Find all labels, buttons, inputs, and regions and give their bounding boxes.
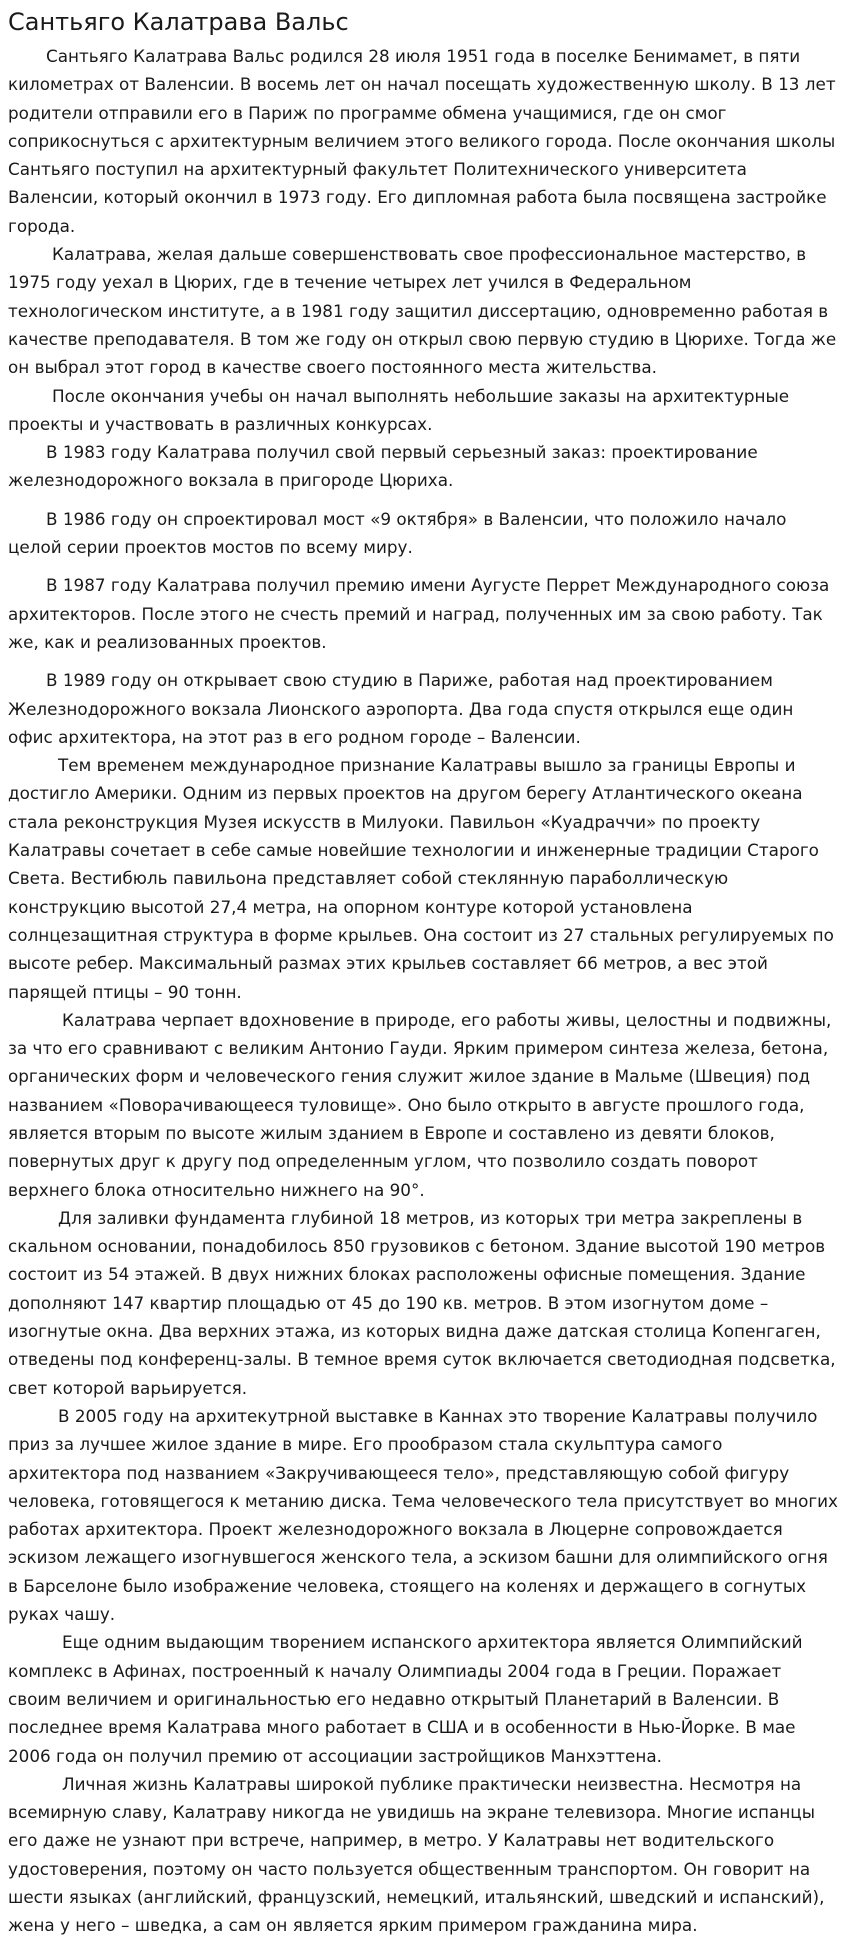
paragraph-1987: В 1987 году Калатрава получил премию имени Аугусте Перрет Международного союза архитекторов. После этого не счесть премий и наград, полученных им за свою работу. Так же, как и реализованных проектов. [8,575,830,652]
article-title: Сантьяго Калатрава Вальс [8,8,349,36]
paragraph-1989: В 1989 году он открывает свою студию в Париже, работая над проектированием Железнодорожного вокзала Лионского аэропорта. Два года спустя открылся еще один офис архитектора, на этот раз в его родном городе – Валенсии. [8,670,794,747]
paragraph-birth: Сантьяго Калатрава Вальс родился 28 июля 1951 года в поселке Бенимамет, в пяти километрах от Валенсии. В восемь лет он начал посещать художественную школу. В 13 лет родители отправили его в Париж по программе обмена учащимися, где он смог соприкоснуться с архитектурным величием этого великого города. После окончания школы Сантьяго поступил на архитектурный факультет Политехнического университета Валенсии, который окончил в 1973 году. Его дипломная работа была посвящена застройке города. [8,46,836,236]
paragraph-first-orders: После окончания учебы он начал выполнять небольшие заказы на архитектурные проекты и участвовать в различных конкурсах. [8,385,790,434]
paragraph-foundation: Для заливки фундамента глубиной 18 метров, из которых три метра закреплены в скальном основании, понадобилось 850 грузовиков с бетоном. Здание высотой 190 метров состоит из 54 этажей. В двух нижних блоках расположены офисные помещения. Здание дополняют 147 квартир площадью от 45 до 190 кв. метров. В этом изогнутом доме – изогнутые окна. Два верхних этажа, из которых видна даже датская столица Копенгаген, отведены под конференц-залы. В темное время суток включается светодиодная подсветка, свет которой варьируется. [8,1207,836,1398]
paragraph-2005-cannes: В 2005 году на архитекутрной выставке в Каннах это творение Калатравы получило приз за лучшее жилое здание в мире. Его прообразом стала скульптура самого архитектора под названием «Закручивающееся тело», представляющую собой фигуру человека, готовящегося к метанию диска. Тема человеческого тела присутствует во многих работах архитектора. Проект железнодорожного вокзала в Люцерне сопровождается эскизом лежащего изогнувшегося женского тела, а эскизом башни для олимпийского огня в Барселоне было изображение человека, стоящего на коленях и держащего в согнутых руках чашу. [8,1405,838,1625]
paragraph-zurich: Калатрава, желая дальше совершенствовать свое профессиональное мастерство, в 1975 году уехал в Цюрих, где в течение четырех лет учился в Федеральном технологическом институте, а в 1981 году защитил диссертацию, одновременно работая в качестве преподавателя. В том же году он открыл свою первую студию в Цюрихе. Тогда же он выбрал этот город в качестве своего постоянного места жительства. [8,244,837,378]
paragraph-america: Тем временем международное признание Калатравы вышло за границы Европы и достигло Америки. Одним из первых проектов на другом берегу Атлантического океана стала реконструкция Музея искусств в Милуоки. Павильон «Куадраччи» по проекту Калатравы сочетает в себе самые новейшие технологии и инженерные традиции Старого Света. Вестибюль павильона представляет собой стеклянную параболлическую конструкцию высотой 27,4 метра, на опорном контуре которой установлена солнцезащитная структура в форме крыльев. Она состоит из 27 стальных регулируемых по высоте ребер. Максимальный размах этих крыльев составляет 66 метров, а вес этой парящей птицы – 90 тонн. [8,755,834,1002]
paragraph-personal-life: Личная жизнь Калатравы широкой публике практически неизвестна. Несмотря на всемирную славу, Калатраву никогда не увидишь на экране телевизора. Многие испанцы его даже не узнают при встрече, например, в метро. У Калатравы нет водительского удостоверения, поэтому он часто пользуется общественным транспортом. Он говорит на шести языках (английский, французский, немецкий, итальянский, шведский и испанский), жена у него – шведка, а сам он является ярким примером гражданина мира. [8,1773,825,1936]
paragraph-1983: В 1983 году Калатрава получил свой первый серьезный заказ: проектирование железнодорожного вокзала в пригороде Цюриха. [8,442,758,491]
paragraph-1986: В 1986 году он спроектировал мост «9 октября» в Валенсии, что положило начало целой серии проектов мостов по всему миру. [8,508,787,558]
paragraph-turning-torso: Калатрава черпает вдохновение в природе, его работы живы, целостны и подвижны, за что его сравнивают с великим Антонио Гауди. Ярким примером синтеза железа, бетона, органических форм и человеческого гения служит жилое здание в Мальме (Швеция) под названием «Поворачивающееся туловище». Оно было открыто в августе прошлого года, является вторым по высоте жилым зданием в Европе и составлено из девяти блоков, повернутых друг к другу под определенным углом, что позволило создать поворот верхнего блока относительно нижнего на 90°. [8,1009,832,1200]
paragraph-olympic-complex: Еще одним выдающим творением испанского архитектора является Олимпийский комплекс в Афинах, построенный к началу Олимпиады 2004 года в Греции. Поражает своим величием и оригинальностью его недавно открытый Планетарий в Валенсии. В последнее время Калатрава много работает в США и в особенности в Нью-Йорке. В мае 2006 года он получил премию от ассоциации застройщиков Манхэттена. [8,1632,803,1766]
